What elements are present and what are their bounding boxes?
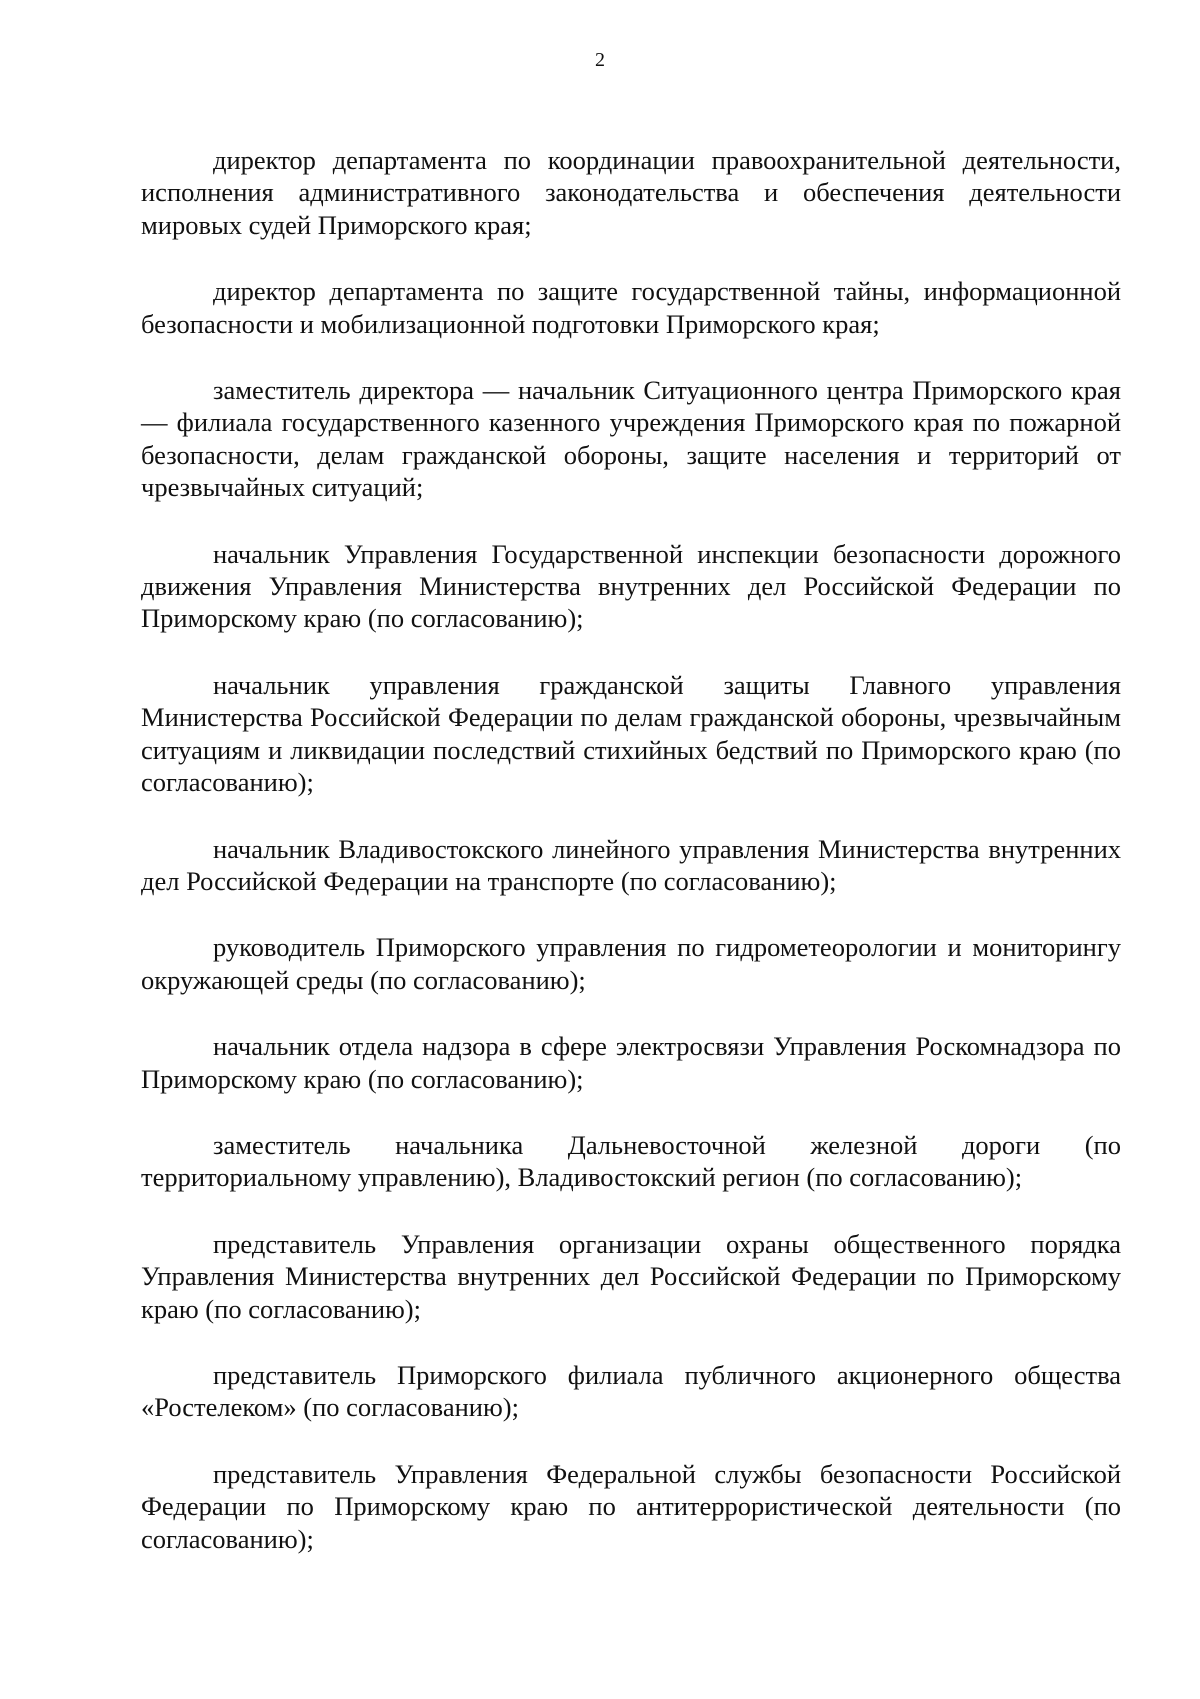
list-item: представитель Управления организации охраны общественного порядка Управления Министерства внутренних дел Российской Федерации по Приморскому краю (по согласованию); [141,1228,1121,1324]
member-list [141,144,1121,1555]
list-item: представитель Управления Федеральной службы безопасности Российской Федерации по Приморскому краю по антитеррористической деятельности (по согласованию); [141,1458,1121,1554]
list-item: руководитель Приморского управления по гидрометеорологии и мониторингу окружающей среды (по согласованию); [141,932,1121,995]
list-item: заместитель начальника Дальневосточной железной дороги (по территориальному управлению), Владивостокский регион (по согласованию); [141,1129,1121,1193]
list-item: заместитель директора — начальник Ситуационного центра Приморского края — филиала государственного казенного учреждения Приморского края по пожарной безопасности, делам гражданской обороны, защите населения и территорий от чрезвычайных ситуаций; [141,375,1121,503]
list-item: начальник Управления Государственной инспекции безопасности дорожного движения Управления Министерства внутренних дел Российской Федерации по Приморскому краю (по согласованию); [141,538,1121,634]
list-item: директор департамента по защите государственной тайны, информационной безопасности и мобилизационной подготовки Приморского края; [141,276,1121,339]
list-item: представитель Приморского филиала публичного акционерного общества «Ростелеком» (по согласованию); [141,1359,1121,1423]
page-number: 2 [595,49,605,71]
list-item: начальник управления гражданской защиты Главного управления Министерства Российской Федерации по делам гражданской обороны, чрезвычайным ситуациям и ликвидации последствий стихийных бедствий по Приморского краю (по согласованию); [141,669,1121,798]
list-item: начальник отдела надзора в сфере электросвязи Управления Роскомнадзора по Приморскому краю (по согласованию); [141,1031,1121,1094]
list-item: директор департамента по координации правоохранительной деятельности, исполнения административного законодательства и обеспечения деятельности мировых судей Приморского края; [141,145,1121,240]
list-item: начальник Владивостокского линейного управления Министерства внутренних дел Российской Федерации на транспорте (по согласованию); [141,833,1121,896]
